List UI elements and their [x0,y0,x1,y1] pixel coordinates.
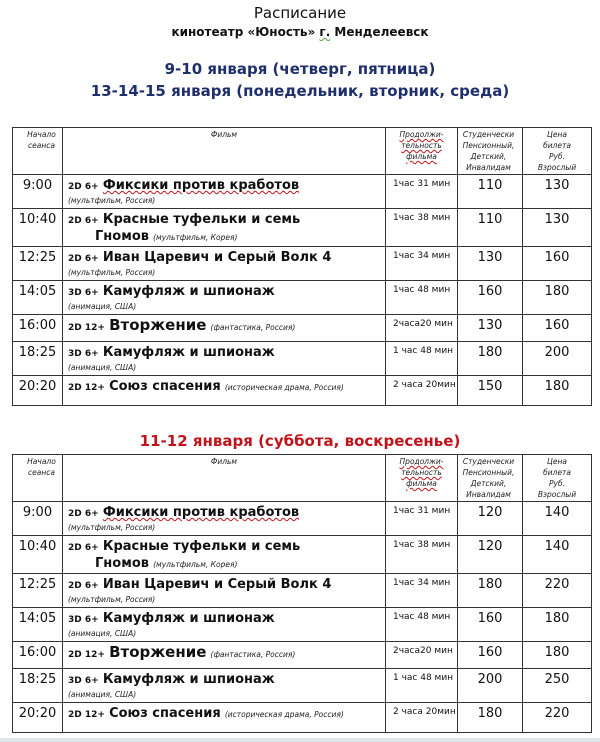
concession-price: 110 [458,175,523,209]
header-row [13,128,592,175]
session-time: 14:05 [13,608,63,642]
film-cell [63,502,386,536]
cinema-subtitle [0,25,600,39]
film-cell [63,281,386,315]
col-header-time: Начало сеанса [13,128,63,175]
session-time: 20:20 [13,703,63,733]
film-title: Камуфляж и шпионаж [102,345,275,360]
session-time: 9:00 [13,175,63,209]
concession-price: 150 [458,376,523,406]
concession-price: 130 [458,315,523,342]
film-duration: 1час 38 мин [386,209,458,247]
film-genre: (фантастика, Россия) [210,650,296,659]
adult-price: 130 [523,209,592,247]
concession-price: 200 [458,669,523,703]
film-duration: 2 часа 20мин [386,376,458,406]
table-row [13,536,592,574]
film-format-rating: 2D 12+ [68,323,105,333]
adult-price: 180 [523,608,592,642]
film-duration: 1час 31 мин [386,502,458,536]
session-time: 20:20 [13,376,63,406]
table-row [13,247,592,281]
film-duration: 2часа20 мин [386,315,458,342]
film-format-rating: 2D 6+ [68,581,99,591]
header-row [13,455,592,502]
film-genre: (анимация, США) [68,690,137,699]
film-format-rating: 2D 12+ [68,710,105,720]
film-cell [63,315,386,342]
film-duration: 1час 48 мин [386,281,458,315]
film-title-continued: Гномов [95,556,149,571]
page-title: Расписание [253,4,347,22]
adult-price: 250 [523,669,592,703]
session-time: 18:25 [13,342,63,376]
session-time: 18:25 [13,669,63,703]
table-row [13,502,592,536]
film-genre: (мультфильм, Корея) [153,233,238,242]
subtitle-city-abbr: г. [319,25,331,39]
concession-price: 130 [458,247,523,281]
film-duration: 1 час 48 мин [386,342,458,376]
subtitle-city: Менделеевск [330,25,429,39]
film-title: Камуфляж и шпионаж [102,672,275,687]
adult-price: 220 [523,703,592,733]
film-genre: (анимация, США) [68,629,137,638]
film-format-rating: 2D 6+ [68,254,99,264]
adult-price: 200 [523,342,592,376]
page-bottom-edge [0,738,600,742]
concession-price: 180 [458,342,523,376]
concession-price: 160 [458,642,523,669]
film-duration: 1час 34 мин [386,247,458,281]
film-duration: 1час 48 мин [386,608,458,642]
table-row [13,669,592,703]
table-row [13,642,592,669]
session-time: 12:25 [13,247,63,281]
film-genre: (анимация, США) [68,363,137,372]
weekday-heading-1: 9-10 января (четверг, пятница) [164,60,436,78]
film-cell [63,669,386,703]
table-row [13,281,592,315]
concession-price: 160 [458,608,523,642]
film-duration: 1час 34 мин [386,574,458,608]
film-cell [63,608,386,642]
film-format-rating: 3D 6+ [68,288,99,298]
adult-price: 180 [523,642,592,669]
film-duration: 2часа20 мин [386,642,458,669]
concession-price: 160 [458,281,523,315]
table-row [13,175,592,209]
film-cell [63,342,386,376]
session-time: 16:00 [13,315,63,342]
film-cell [63,574,386,608]
session-time: 16:00 [13,642,63,669]
col-header-time: Начало сеанса [13,455,63,502]
weekend-schedule-table [12,454,592,733]
col-header-duration: Продолжи- тельность фильма [386,455,458,502]
film-title-continued: Гномов [95,229,149,244]
weekend-heading: 11-12 января (суббота, воскресенье) [139,432,461,450]
session-time: 12:25 [13,574,63,608]
film-title: Иван Царевич и Серый Волк 4 [102,577,332,592]
film-format-rating: 2D 12+ [68,650,105,660]
subtitle-cinema: кинотеатр «Юность» [171,25,320,39]
film-title: Фиксики против кработов [102,505,300,520]
table-row [13,703,592,733]
film-title: Камуфляж и шпионаж [102,284,275,299]
session-time: 14:05 [13,281,63,315]
concession-price: 120 [458,536,523,574]
film-duration: 1час 31 мин [386,175,458,209]
film-cell [63,642,386,669]
film-genre: (мультфильм, Россия) [68,268,156,277]
film-format-rating: 2D 12+ [68,383,105,393]
film-title: Вторжение [109,316,207,334]
film-title: Фиксики против кработов [102,178,300,193]
adult-price: 180 [523,376,592,406]
film-duration: 2 часа 20мин [386,703,458,733]
film-genre: (историческая драма, Россия) [224,710,344,719]
film-format-rating: 2D 6+ [68,509,99,519]
adult-price: 140 [523,536,592,574]
film-format-rating: 2D 6+ [68,182,99,192]
film-cell [63,247,386,281]
table-row [13,209,592,247]
col-header-concession-price: Студенчески Пенсионный, Детский, Инвалидам [458,455,523,502]
session-time: 10:40 [13,209,63,247]
film-format-rating: 2D 6+ [68,216,99,226]
film-cell [63,703,386,733]
film-genre: (фантастика, Россия) [210,323,296,332]
session-time: 10:40 [13,536,63,574]
film-genre: (мультфильм, Россия) [68,595,156,604]
concession-price: 120 [458,502,523,536]
film-cell [63,209,386,247]
film-title: Вторжение [109,643,207,661]
film-genre: (мультфильм, Россия) [68,196,156,205]
film-cell [63,376,386,406]
film-title: Союз спасения [109,706,221,721]
film-genre: (историческая драма, Россия) [224,383,344,392]
film-title: Красные туфельки и семь [102,539,301,554]
adult-price: 160 [523,315,592,342]
film-format-rating: 3D 6+ [68,615,99,625]
film-format-rating: 3D 6+ [68,349,99,359]
film-genre: (анимация, США) [68,302,137,311]
concession-price: 180 [458,574,523,608]
col-header-adult-price: Цена билета Руб. Взрослый [523,128,592,175]
film-title: Союз спасения [109,379,221,394]
concession-price: 180 [458,703,523,733]
film-duration: 1час 38 мин [386,536,458,574]
film-duration: 1 час 48 мин [386,669,458,703]
film-title: Камуфляж и шпионаж [102,611,275,626]
film-cell [63,536,386,574]
table-row [13,376,592,406]
table-row [13,342,592,376]
col-header-film: Фильм [63,128,386,175]
film-format-rating: 3D 6+ [68,676,99,686]
table-row [13,315,592,342]
concession-price: 110 [458,209,523,247]
weekday-schedule-table [12,127,592,406]
col-header-concession-price: Студенчески Пенсионный, Детский, Инвалидам [458,128,523,175]
adult-price: 140 [523,502,592,536]
table-row [13,574,592,608]
film-genre: (мультфильм, Корея) [153,560,238,569]
session-time: 9:00 [13,502,63,536]
adult-price: 180 [523,281,592,315]
adult-price: 220 [523,574,592,608]
weekday-heading-2: 13-14-15 января (понедельник, вторник, среда) [90,82,510,100]
film-genre: (мультфильм, Россия) [68,523,156,532]
table-row [13,608,592,642]
col-header-film: Фильм [63,455,386,502]
adult-price: 160 [523,247,592,281]
film-format-rating: 2D 6+ [68,543,99,553]
col-header-duration: Продолжи- тельность фильма [386,128,458,175]
col-header-adult-price: Цена билета Руб. Взрослый [523,455,592,502]
film-title: Красные туфельки и семь [102,212,301,227]
film-cell [63,175,386,209]
adult-price: 130 [523,175,592,209]
film-title: Иван Царевич и Серый Волк 4 [102,250,332,265]
